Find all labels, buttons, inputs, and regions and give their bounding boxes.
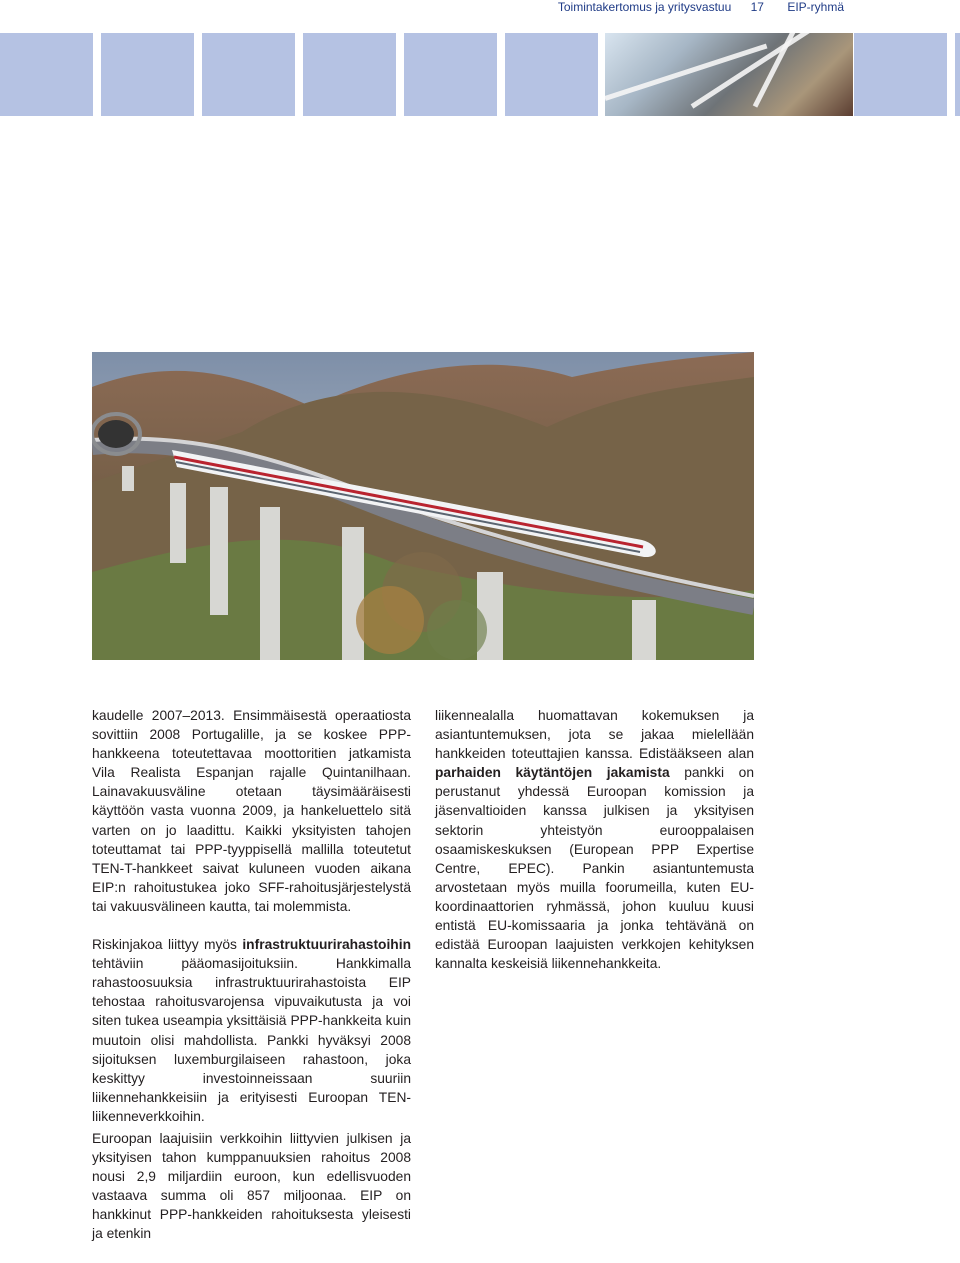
banner-tile-6 (505, 33, 598, 116)
brand-label: EIP-ryhmä (787, 0, 844, 14)
page-header (554, 0, 844, 16)
document-title: Toimintakertomus ja yritysvastuu (557, 0, 732, 14)
right-column (435, 706, 754, 992)
page-number: 17 (750, 0, 764, 14)
paragraph-left-1: kaudelle 2007–2013. Ensimmäisestä operaatiosta sovittiin 2008 Portugalille, ja se koskee PPP-hankkeena toteutettavaa moottoritien jatkamista Vila Realista Espanjan rajalle Quintanilhaan. Lainavakuusväline otetaan täysimääräisesti käyttöön vasta vuonna 2009, ja hankeluettelo sitä varten on jo laadittu. Kaikki yksityisten tahojen toteuttamat tai PPP-tyyppisellä mallilla toteutetut TEN-T-hankkeet saivat kuluneen vuoden aikana EIP:n rahoitustukea joko SFF-rahoitusjärjestelystä tai vakuusvälineen kautta, tai molemmista. (92, 708, 411, 914)
paragraph-right-suffix: pankki on perustanut yhdessä Euroopan komission ja jäsenvaltioiden kanssa julkisen ja yksityisen sektorin yhteistyön eurooppalaisen osaamiskeskuksen (European PPP Expertise Centre, EPEC). Pankin asiantuntemusta arvostetaan myös muilla foorumeilla, kuten EU-koordinaattorien ryhmässä, johon kuuluu kuusi entistä EU-komissaaria ja jonka tehtävänä on edistää Euroopan laajuisten verkkojen kehityksen kannalta keskeisiä liikennehankkeita. (435, 765, 754, 972)
banner-tile-2 (101, 33, 194, 116)
paragraph-right-bold: parhaiden käytäntöjen jakamista (435, 765, 670, 781)
paragraph-right-prefix: liikennealalla huomattavan kokemuksen ja asiantuntemuksen, jota se jakaa mielellään hankkeiden toteuttajien kanssa. Edistääkseen alan (435, 708, 754, 762)
banner-tile-4 (303, 33, 396, 116)
train-on-viaduct-photo (92, 352, 754, 660)
road-line (753, 33, 801, 108)
paragraph-left-2-prefix: Riskinjakoa liittyy myös (92, 937, 243, 953)
paragraph-left-2-suffix: tehtäviin pääomasijoituksiin. Hankkimalla rahastoosuuksia infrastruktuurirahastoista EIP tehostaa rahoitusvarojensa vipuvaikutusta ja voi siten tukea useampia yksittäisiä PPP-hankkeita kuin muutoin olisi mahdollista. Pankki hyväksyi 2008 sijoituksen luxemburgilaiseen rahastoon, joka keskittyy investoinneissaan suuriin liikennehankkeisiin ja erityisesti Euroopan TEN-liikenneverkkoihin. (92, 956, 411, 1124)
banner-tile-7 (854, 33, 947, 116)
paragraph-right (435, 706, 754, 973)
train-photo-illustration (92, 352, 754, 660)
bottom-column (92, 1129, 411, 1263)
road-line (691, 33, 815, 109)
banner-tile-8 (955, 33, 960, 116)
paragraph-left-2 (92, 935, 411, 1126)
banner-tile-5 (404, 33, 497, 116)
banner-tile-1 (0, 33, 93, 116)
paragraph-bottom: Euroopan laajuisiin verkkoihin liittyvien julkisen ja yksityisen tahon kumppanuuksien rahoitus 2008 nousi 2,9 miljardiin euroon, kun edellisvuoden vastaava summa oli 857 miljoonaa. EIP on hankkinut PPP-hankkeiden rahoituksesta yleisesti ja etenkin (92, 1131, 411, 1242)
paragraph-left-2-bold: infrastruktuurirahastoihin (242, 937, 411, 953)
banner-tile-3 (202, 33, 295, 116)
highway-photo (605, 33, 853, 116)
left-column (92, 706, 411, 1145)
